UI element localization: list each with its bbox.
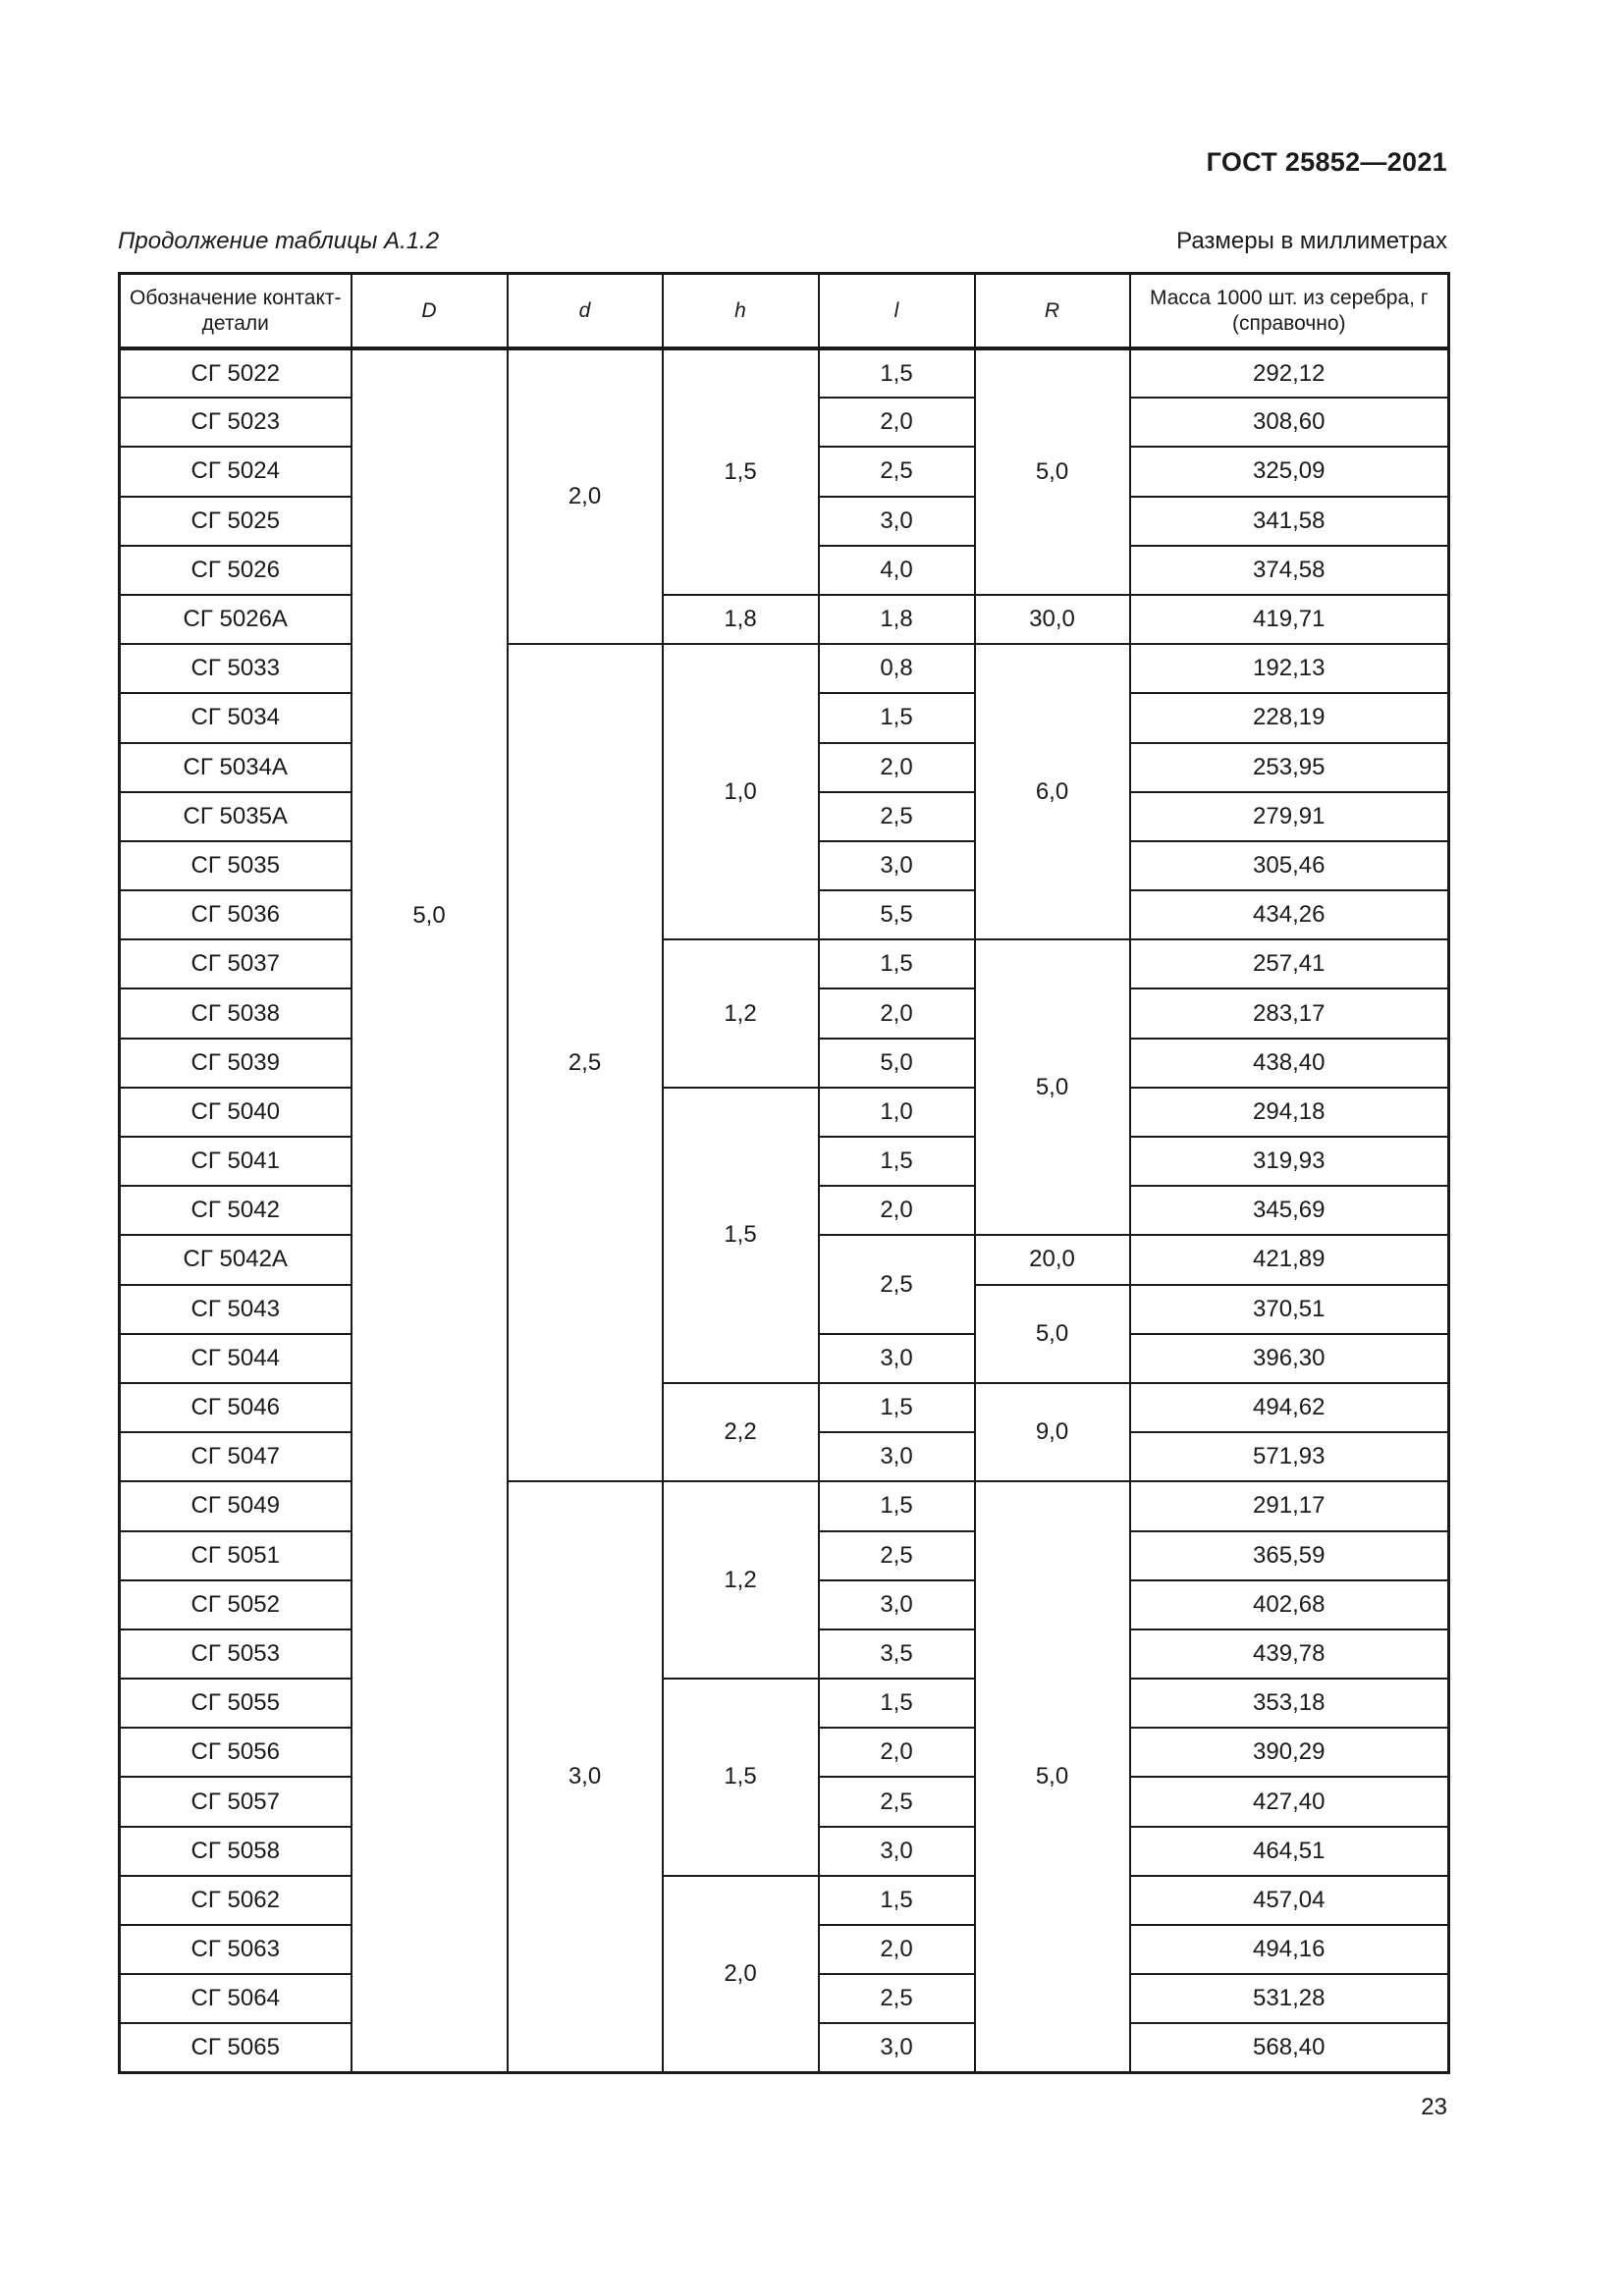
cell-designation: СГ 5026А (120, 595, 352, 644)
col-header-d: d (508, 274, 663, 349)
cell-mass: 439,78 (1130, 1629, 1449, 1679)
cell-designation: СГ 5037 (120, 939, 352, 988)
cell-designation: СГ 5042 (120, 1186, 352, 1235)
cell-l: 2,0 (819, 1186, 975, 1235)
cell-designation: СГ 5053 (120, 1629, 352, 1679)
cell-mass: 319,93 (1130, 1137, 1449, 1186)
cell-designation: СГ 5044 (120, 1334, 352, 1383)
cell-mass: 283,17 (1130, 988, 1449, 1038)
cell-designation: СГ 5024 (120, 447, 352, 496)
cell-D-lower (352, 1481, 508, 2072)
cell-mass: 568,40 (1130, 2023, 1449, 2072)
cell-designation: СГ 5052 (120, 1580, 352, 1629)
cell-designation: СГ 5036 (120, 890, 352, 939)
cell-mass: 390,29 (1130, 1728, 1449, 1777)
cell-designation: СГ 5035 (120, 841, 352, 890)
cell-l: 1,5 (819, 1481, 975, 1530)
col-header-mass: Масса 1000 шт. из серебра, г (справочно) (1130, 274, 1449, 349)
cell-l: 0,8 (819, 644, 975, 693)
cell-mass: 457,04 (1130, 1876, 1449, 1925)
cell-R: 9,0 (975, 1383, 1130, 1481)
cell-mass: 370,51 (1130, 1285, 1449, 1334)
cell-l: 5,5 (819, 890, 975, 939)
cell-R: 20,0 (975, 1235, 1130, 1284)
cell-mass: 531,28 (1130, 1974, 1449, 2023)
table-row (120, 644, 1449, 693)
table-row (120, 1383, 1449, 1432)
table-row (120, 1876, 1449, 1925)
cell-mass: 396,30 (1130, 1334, 1449, 1383)
cell-D: 5,0 (352, 348, 508, 1481)
cell-designation: СГ 5046 (120, 1383, 352, 1432)
cell-l: 2,0 (819, 398, 975, 447)
cell-R: 5,0 (975, 348, 1130, 595)
cell-d: 2,0 (508, 348, 663, 644)
table-row (120, 1481, 1449, 1530)
cell-l: 2,0 (819, 743, 975, 792)
table-row (120, 939, 1449, 988)
cell-mass: 325,09 (1130, 447, 1449, 496)
cell-mass: 305,46 (1130, 841, 1449, 890)
cell-l: 1,5 (819, 693, 975, 742)
cell-designation: СГ 5065 (120, 2023, 352, 2072)
cell-h: 1,8 (663, 595, 819, 644)
cell-mass: 253,95 (1130, 743, 1449, 792)
cell-R: 5,0 (975, 939, 1130, 1235)
cell-designation: СГ 5062 (120, 1876, 352, 1925)
cell-l: 2,0 (819, 1925, 975, 1974)
cell-designation: СГ 5055 (120, 1679, 352, 1728)
cell-designation: СГ 5041 (120, 1137, 352, 1186)
cell-mass: 365,59 (1130, 1531, 1449, 1580)
cell-l: 2,0 (819, 1728, 975, 1777)
cell-l: 2,0 (819, 988, 975, 1038)
contact-parts-table (118, 272, 1450, 2074)
table-row (120, 348, 1449, 398)
cell-mass: 308,60 (1130, 398, 1449, 447)
cell-mass: 494,16 (1130, 1925, 1449, 1974)
cell-l: 3,0 (819, 497, 975, 546)
cell-l: 1,5 (819, 1679, 975, 1728)
cell-l: 2,5 (819, 1974, 975, 2023)
cell-designation: СГ 5038 (120, 988, 352, 1038)
cell-designation: СГ 5049 (120, 1481, 352, 1530)
cell-mass: 571,93 (1130, 1432, 1449, 1481)
cell-l: 1,0 (819, 1088, 975, 1137)
table-row (120, 1679, 1449, 1728)
cell-designation: СГ 5023 (120, 398, 352, 447)
cell-mass: 341,58 (1130, 497, 1449, 546)
cell-designation: СГ 5022 (120, 348, 352, 398)
cell-l: 1,8 (819, 595, 975, 644)
cell-mass: 427,40 (1130, 1777, 1449, 1826)
cell-mass: 192,13 (1130, 644, 1449, 693)
cell-mass: 353,18 (1130, 1679, 1449, 1728)
cell-l: 1,5 (819, 1383, 975, 1432)
cell-designation: СГ 5040 (120, 1088, 352, 1137)
cell-R: 5,0 (975, 1481, 1130, 2072)
cell-mass: 257,41 (1130, 939, 1449, 988)
cell-l: 3,0 (819, 1827, 975, 1876)
cell-R: 5,0 (975, 1285, 1130, 1383)
cell-l: 5,0 (819, 1039, 975, 1088)
cell-l: 2,5 (819, 792, 975, 841)
cell-h: 2,2 (663, 1383, 819, 1481)
cell-mass: 292,12 (1130, 348, 1449, 398)
cell-h: 1,5 (663, 1088, 819, 1383)
cell-l: 2,5 (819, 447, 975, 496)
cell-designation: СГ 5034 (120, 693, 352, 742)
col-header-D: D (352, 274, 508, 349)
cell-mass: 279,91 (1130, 792, 1449, 841)
cell-mass: 345,69 (1130, 1186, 1449, 1235)
cell-mass: 464,51 (1130, 1827, 1449, 1876)
cell-mass: 438,40 (1130, 1039, 1449, 1088)
table-row (120, 1088, 1449, 1137)
cell-R: 6,0 (975, 644, 1130, 939)
cell-mass: 228,19 (1130, 693, 1449, 742)
cell-l: 1,5 (819, 1876, 975, 1925)
cell-designation: СГ 5057 (120, 1777, 352, 1826)
cell-l: 1,5 (819, 348, 975, 398)
cell-h: 1,5 (663, 348, 819, 595)
cell-designation: СГ 5063 (120, 1925, 352, 1974)
table-continuation-caption: Продолжение таблицы А.1.2 (118, 228, 440, 254)
cell-mass: 374,58 (1130, 546, 1449, 595)
cell-designation: СГ 5039 (120, 1039, 352, 1088)
cell-designation: СГ 5035А (120, 792, 352, 841)
col-header-designation: Обозначение контакт-детали (120, 274, 352, 349)
cell-l: 3,0 (819, 2023, 975, 2072)
cell-l: 1,5 (819, 1137, 975, 1186)
cell-l: 3,0 (819, 1580, 975, 1629)
cell-mass: 294,18 (1130, 1088, 1449, 1137)
cell-designation: СГ 5056 (120, 1728, 352, 1777)
cell-designation: СГ 5058 (120, 1827, 352, 1876)
cell-designation: СГ 5043 (120, 1285, 352, 1334)
units-caption: Размеры в миллиметрах (1176, 228, 1447, 254)
col-header-R: R (975, 274, 1130, 349)
cell-mass: 291,17 (1130, 1481, 1449, 1530)
cell-mass: 421,89 (1130, 1235, 1449, 1284)
cell-mass: 402,68 (1130, 1580, 1449, 1629)
cell-h: 1,5 (663, 1679, 819, 1876)
cell-l: 3,0 (819, 1334, 975, 1383)
cell-designation: СГ 5033 (120, 644, 352, 693)
cell-mass: 494,62 (1130, 1383, 1449, 1432)
cell-l: 3,0 (819, 841, 975, 890)
cell-designation: СГ 5051 (120, 1531, 352, 1580)
cell-designation: СГ 5025 (120, 497, 352, 546)
cell-l: 2,5 (819, 1777, 975, 1826)
col-header-h: h (663, 274, 819, 349)
standard-number: ГОСТ 25852—2021 (1206, 147, 1447, 177)
cell-mass: 434,26 (1130, 890, 1449, 939)
cell-designation: СГ 5026 (120, 546, 352, 595)
cell-h: 2,0 (663, 1876, 819, 2073)
cell-l: 3,5 (819, 1629, 975, 1679)
cell-h: 1,2 (663, 939, 819, 1088)
table-row (120, 595, 1449, 644)
cell-designation: СГ 5034А (120, 743, 352, 792)
cell-d: 3,0 (508, 1481, 663, 2072)
cell-designation: СГ 5042А (120, 1235, 352, 1284)
cell-l: 3,0 (819, 1432, 975, 1481)
cell-l: 4,0 (819, 546, 975, 595)
cell-d: 2,5 (508, 644, 663, 1481)
cell-l: 2,5 (819, 1531, 975, 1580)
col-header-l: l (819, 274, 975, 349)
cell-l: 2,5 (819, 1235, 975, 1333)
cell-h: 1,0 (663, 644, 819, 939)
cell-l: 1,5 (819, 939, 975, 988)
table-header-row (120, 274, 1449, 349)
cell-designation: СГ 5047 (120, 1432, 352, 1481)
cell-R: 30,0 (975, 595, 1130, 644)
cell-designation: СГ 5064 (120, 1974, 352, 2023)
cell-h: 1,2 (663, 1481, 819, 1679)
page-number: 23 (1421, 2094, 1447, 2120)
cell-mass: 419,71 (1130, 595, 1449, 644)
